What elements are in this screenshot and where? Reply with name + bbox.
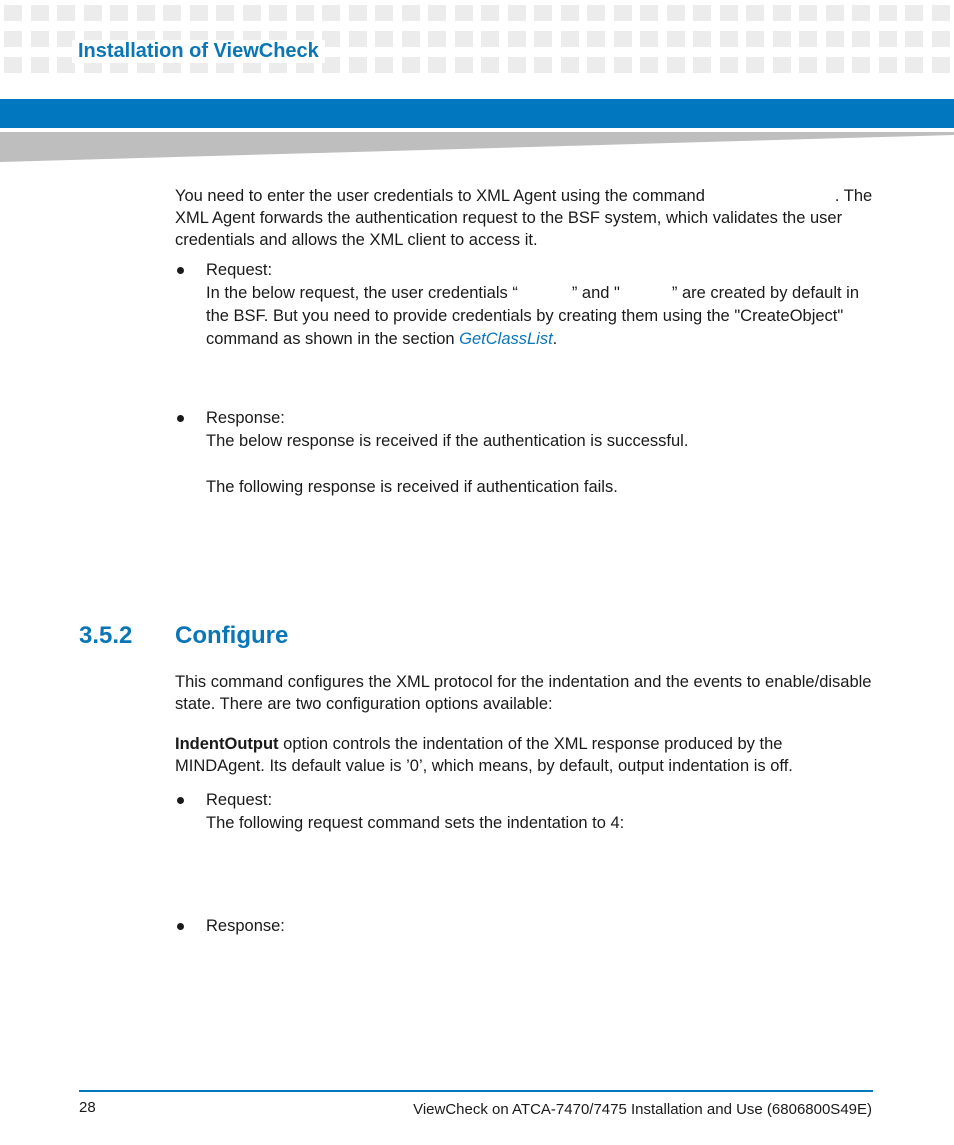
header-pattern-square [640,57,658,73]
header-pattern-square [932,5,950,21]
header-pattern-square [534,57,552,73]
indentoutput-term: IndentOutput [175,735,279,753]
header-pattern-square [508,57,526,73]
header-pattern-square [799,57,817,73]
header-pattern-square [84,5,102,21]
intro-paragraph [175,185,875,251]
header-pattern-square [216,5,234,21]
header-pattern-square [746,5,764,21]
header-pattern-square [31,57,49,73]
header-pattern-square [879,5,897,21]
header-pattern-square [375,31,393,47]
header-pattern-square [190,5,208,21]
header-pattern-square [561,5,579,21]
response-label: Response: [206,409,285,427]
header-pattern-square [905,57,923,73]
header-pattern-square [455,5,473,21]
header-pattern-square [561,57,579,73]
header-pattern-square [4,5,22,21]
header-pattern-square [614,5,632,21]
request-label: Request: [206,261,273,279]
header-pattern-square [4,57,22,73]
page-number: 28 [79,1099,96,1116]
header-pattern-square [799,31,817,47]
header-pattern-square [773,5,791,21]
section-number: 3.5.2 [79,622,133,649]
header-pattern-square [640,5,658,21]
header-blue-bar [0,99,954,128]
header-pattern-square [693,5,711,21]
header-pattern-square [693,57,711,73]
bullet-icon [177,923,184,930]
header-pattern-square [402,31,420,47]
header-pattern-square [455,57,473,73]
response-fail-text: The following response is received if authentication fails. [206,478,618,496]
header-pattern-square [4,31,22,47]
configure-paragraph-1: This command configures the XML protocol for the indentation and the events to enable/disable state. There are two configuration options available: [175,673,872,713]
bullet-icon [177,415,184,422]
footer-rule [79,1090,873,1092]
header-pattern-square [587,5,605,21]
header-pattern-square [720,31,738,47]
list-item-request-1 [175,259,875,351]
header-pattern-square [932,57,950,73]
running-section-title: Installation of ViewCheck [72,40,325,63]
header-pattern-square [826,31,844,47]
header-pattern-square [455,31,473,47]
header-pattern-square [852,57,870,73]
header-pattern-square [402,57,420,73]
header-pattern-square [349,5,367,21]
header-pattern-square [720,5,738,21]
header-pattern-square [852,5,870,21]
header-pattern-square [667,31,685,47]
header-pattern-square [243,5,261,21]
request-label: Request: [206,791,273,809]
header-pattern-square [799,5,817,21]
header-pattern-square [587,31,605,47]
header-pattern-square [375,57,393,73]
header-pattern-square [110,5,128,21]
header-pattern-square [428,31,446,47]
header-pattern-square [322,5,340,21]
header-pattern-square [428,57,446,73]
header-pattern-square [932,31,950,47]
list-item-response-2 [175,915,875,938]
header-pattern-square [879,57,897,73]
header-pattern-square [905,5,923,21]
header-pattern-square [746,57,764,73]
header-pattern-square [693,31,711,47]
header-pattern-square [31,31,49,47]
section-title: Configure [175,622,289,649]
header-pattern-square [137,5,155,21]
header-pattern-square [31,5,49,21]
request-indent-text: The following request command sets the indentation to 4: [206,814,625,832]
header-pattern-square [826,5,844,21]
header-pattern-square [296,5,314,21]
header-pattern-square [905,31,923,47]
intro-text-a: You need to enter the user credentials to XML Agent using the command [175,187,705,205]
header-pattern-square [534,5,552,21]
header-pattern-square [561,31,579,47]
intro-text-b: . The XML Agent forwards the authentication request to the BSF system, which validates the user credentials and allows the XML client to access it. [175,187,873,249]
configure-paragraph-2: IndentOutput option controls the indentation of the XML response produced by the MINDAgent. Its default value is ’0’, which means, by default, output indentation is off. [175,735,793,775]
document-title: ViewCheck on ATCA-7470/7475 Installation and Use (6806800S49E) [413,1101,872,1118]
header-pattern-square [667,57,685,73]
header-pattern-square [746,31,764,47]
response-success-text: The below response is received if the authentication is successful. [206,432,689,450]
header-pattern-square [481,5,499,21]
bullet-icon [177,267,184,274]
header-pattern-square [481,31,499,47]
header-pattern-square [614,31,632,47]
header-pattern-square [667,5,685,21]
header-grey-wedge [0,132,954,162]
header-pattern-square [534,31,552,47]
header-pattern-square [587,57,605,73]
bullet-icon [177,797,184,804]
header-pattern-square [640,31,658,47]
header-pattern-square [163,5,181,21]
list-item-response-1 [175,407,875,499]
request-description: In the below request, the user credentials “ ” and " ” are created by default in the BSF. But you need to provide credentials by creating them using the "CreateObject" command as shown in the section GetClassList. [206,284,860,348]
header-pattern-square [481,57,499,73]
header-pattern-square [349,57,367,73]
header-pattern-square [269,5,287,21]
header-pattern-square [508,5,526,21]
header-pattern-square [773,57,791,73]
header-pattern-square [852,31,870,47]
header-pattern-square [508,31,526,47]
header-pattern-square [428,5,446,21]
section-heading-configure [79,622,288,650]
getclasslist-link[interactable]: GetClassList [459,330,553,348]
header-pattern-square [614,57,632,73]
header-pattern-square [773,31,791,47]
header-pattern-square [349,31,367,47]
header-pattern-square [402,5,420,21]
response-label: Response: [206,917,285,935]
header-pattern-square [720,57,738,73]
list-item-request-2 [175,789,875,835]
header-pattern-square [375,5,393,21]
header-pattern-square [826,57,844,73]
header-pattern-square [57,5,75,21]
header-pattern-square [879,31,897,47]
